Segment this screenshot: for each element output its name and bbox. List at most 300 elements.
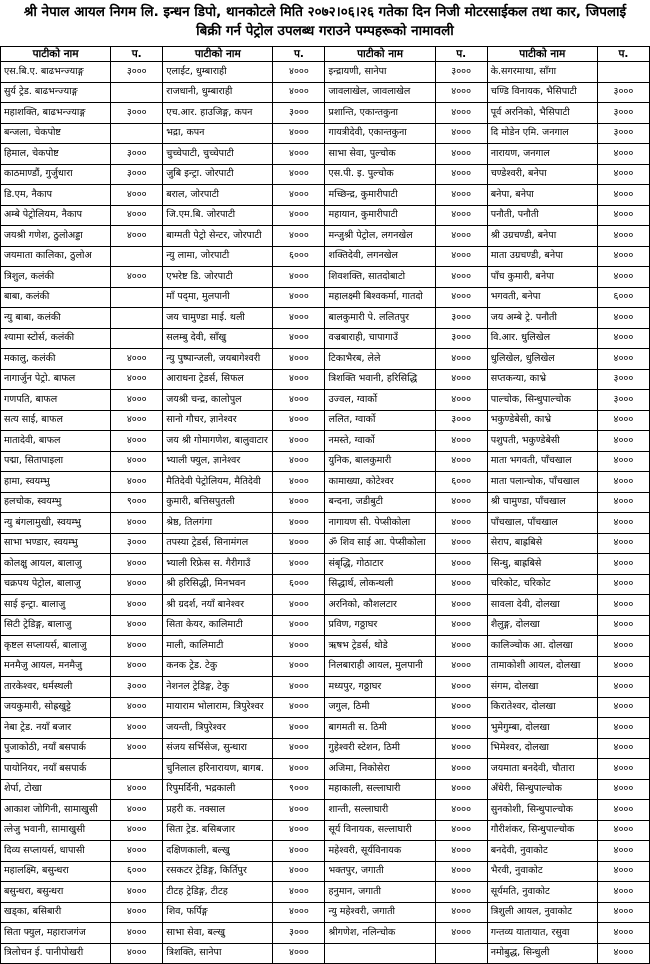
pump-name-cell: महायान, कुमारीपाटी [325, 205, 435, 226]
pump-name-cell: नमोबुद्ध, सिन्धुली [487, 943, 597, 964]
pump-name-cell: किरातेश्वर, दोलखा [487, 697, 597, 718]
quantity-cell: ४००० [273, 533, 325, 554]
quantity-cell: ४००० [435, 123, 487, 144]
quantity-cell: ४००० [435, 164, 487, 185]
quantity-cell: ४००० [597, 759, 649, 780]
quantity-cell: ४००० [111, 882, 163, 903]
quantity-cell: ४००० [273, 738, 325, 759]
quantity-cell: ४००० [435, 82, 487, 103]
quantity-cell: ४००० [597, 513, 649, 534]
pump-name-cell: प्रविण, गठ्ठाघर [325, 615, 435, 636]
document-title [0, 0, 650, 44]
pump-name-cell: बाबा, कलंकी [1, 287, 111, 308]
pump-name-cell: न्यु पुष्पान्जली, जयबागेश्वरी [163, 349, 273, 370]
quantity-cell: ४००० [111, 636, 163, 657]
quantity-cell: ४००० [435, 595, 487, 616]
table-row [1, 431, 650, 452]
pump-name-cell: मकालु, कलंकी [1, 349, 111, 370]
quantity-cell [111, 123, 163, 144]
pump-name-cell: तारकेश्वर, धर्मस्थली [1, 677, 111, 698]
pump-name-cell: राजधानी, धुम्बाराही [163, 82, 273, 103]
pump-name-cell: श्री हरिसिद्धी, मिनभवन [163, 574, 273, 595]
quantity-cell: ४००० [597, 697, 649, 718]
quantity-cell: ४००० [111, 820, 163, 841]
quantity-cell: ४००० [435, 451, 487, 472]
pump-name-cell: एलाईट, धुम्बाराही [163, 62, 273, 83]
pump-name-cell: पाँच कुमारी, बनेपा [487, 267, 597, 288]
quantity-cell: ४००० [597, 738, 649, 759]
pump-name-cell: मन्जुश्री पेट्रोल, लगनखेल [325, 226, 435, 247]
pump-name-cell: बाग्मती पेट्रो सेन्टर, जोरपाटी [163, 226, 273, 247]
pump-name-cell: एभरेष्ट डि. जोरपाटी [163, 267, 273, 288]
quantity-cell: ४००० [111, 226, 163, 247]
quantity-cell: ३००० [111, 677, 163, 698]
pump-name-cell: सावला देवी, दोलखा [487, 595, 597, 616]
table-row [1, 677, 650, 698]
pump-name-cell: माली, कालिमाटी [163, 636, 273, 657]
pump-name-cell: सानो गौचर, ज्ञानेश्वर [163, 410, 273, 431]
quantity-cell: ३००० [435, 62, 487, 83]
quantity-cell: ४००० [273, 164, 325, 185]
pump-name-cell: जय श्री गोमागणेश, बालुवाटार [163, 431, 273, 452]
quantity-cell: ४००० [435, 226, 487, 247]
quantity-cell: ४००० [273, 349, 325, 370]
pump-name-cell: भिमेश्वर, दोलखा [487, 738, 597, 759]
pump-name-cell [325, 943, 435, 964]
pump-name-cell: पुजाकोठी, नयाँ बसपार्क [1, 738, 111, 759]
table-row [1, 410, 650, 431]
pump-name-cell: निलबाराही आयल, मुलपानी [325, 656, 435, 677]
quantity-cell: ४००० [597, 636, 649, 657]
pump-name-cell: दिव्य सप्लायर्स, धापासी [1, 841, 111, 862]
table-row [1, 82, 650, 103]
quantity-cell: ३००० [111, 62, 163, 83]
table-row [1, 533, 650, 554]
quantity-cell [111, 287, 163, 308]
pump-name-cell: श्री चामुण्डा, पाँचखाल [487, 492, 597, 513]
quantity-cell: ४००० [435, 841, 487, 862]
pump-name-cell: चुनिलाल हरिनारायण, बागब. [163, 759, 273, 780]
quantity-cell: ४००० [597, 902, 649, 923]
quantity-cell: ४००० [273, 369, 325, 390]
quantity-cell: ४००० [597, 779, 649, 800]
pump-name-cell: आराधना ट्रेडर्स, सिफल [163, 369, 273, 390]
pump-name-cell: बराल, जोरपाटी [163, 185, 273, 206]
pump-name-cell: मच्छिन्द्र, कुमारीपाटी [325, 185, 435, 206]
header-quantity: प. [111, 47, 163, 62]
pump-name-cell: जगुल, ठिमी [325, 697, 435, 718]
quantity-cell: ४००० [597, 595, 649, 616]
pump-name-cell: साभा भण्डार, स्वयम्भु [1, 533, 111, 554]
title-line-1: श्री नेपाल आयल निगम लि. इन्धन डिपो, थानकोटले मिति २०७२।०६।२६ गतेका दिन निजी मोटरसाईकल तथा कार, जिपलाई [23, 4, 627, 20]
pump-name-cell: साई इन्ट्रा. बालाजु [1, 595, 111, 616]
table-row [1, 923, 650, 944]
quantity-cell: ४००० [597, 226, 649, 247]
pump-name-cell: नेबा ट्रेड. नयाँ बजार [1, 718, 111, 739]
pump-name-cell: प्रशान्ति, एकान्तकुना [325, 103, 435, 124]
quantity-cell: ४००० [597, 308, 649, 329]
quantity-cell: ४००० [597, 820, 649, 841]
quantity-cell: ४००० [273, 943, 325, 964]
pump-name-cell: बागमती स. ठिमी [325, 718, 435, 739]
quantity-cell: ४००० [597, 656, 649, 677]
quantity-cell: ४००० [597, 451, 649, 472]
quantity-cell: ४००० [111, 513, 163, 534]
quantity-cell: ४००० [597, 267, 649, 288]
quantity-cell: ४००० [273, 697, 325, 718]
pump-name-cell: अजिमा, निकोसेरा [325, 759, 435, 780]
quantity-cell: ४००० [111, 410, 163, 431]
pump-name-cell: हनुमान, जगाती [325, 882, 435, 903]
quantity-cell: ४००० [597, 410, 649, 431]
table-row [1, 62, 650, 83]
pump-name-cell: वि.आर. धुलिखेल [487, 328, 597, 349]
table-row [1, 615, 650, 636]
quantity-cell: ४००० [597, 205, 649, 226]
quantity-cell [435, 943, 487, 964]
quantity-cell: ४००० [435, 185, 487, 206]
quantity-cell: ४००० [435, 267, 487, 288]
quantity-cell: ४००० [111, 923, 163, 944]
quantity-cell: ३००० [435, 410, 487, 431]
header-party-name: पाटीको नाम [1, 47, 111, 62]
header-quantity: प. [273, 47, 325, 62]
pump-name-cell: जय अम्बे ट्रे. पनौती [487, 308, 597, 329]
pump-name-cell: सेराप, बाह्रबिसे [487, 533, 597, 554]
pump-name-cell: जि.एम.बि. जोरपाटी [163, 205, 273, 226]
header-quantity: प. [435, 47, 487, 62]
pump-name-cell: कालिञ्चोक आ. दोलखा [487, 636, 597, 657]
quantity-cell: ४००० [597, 472, 649, 493]
quantity-cell: ४००० [273, 123, 325, 144]
table-row [1, 759, 650, 780]
quantity-cell: ४००० [435, 882, 487, 903]
quantity-cell: ३००० [597, 82, 649, 103]
quantity-cell: ४००० [273, 513, 325, 534]
quantity-cell: ४००० [435, 103, 487, 124]
quantity-cell: ४००० [435, 738, 487, 759]
table-row [1, 943, 650, 964]
pump-name-cell: शिवशक्ति, सातदोबाटो [325, 267, 435, 288]
table-row [1, 287, 650, 308]
table-row [1, 841, 650, 862]
pump-name-cell: गुहेश्वरी स्टेशन, ठिमी [325, 738, 435, 759]
pump-name-cell: एस.पी. इ. पुल्चोक [325, 164, 435, 185]
quantity-cell [111, 759, 163, 780]
pump-name-cell: बनदेवी, नुवाकोट [487, 841, 597, 862]
quantity-cell: ६००० [435, 472, 487, 493]
quantity-cell: ४००० [597, 882, 649, 903]
pump-name-cell: न्यु बाबा, कलंकी [1, 308, 111, 329]
pump-name-cell: दि मोडेन एमि. जनगाल [487, 123, 597, 144]
pump-name-cell: अँधेरी, सिन्धुपाल्चोक [487, 779, 597, 800]
table-row [1, 226, 650, 247]
quantity-cell: ३००० [273, 923, 325, 944]
quantity-cell: ४००० [435, 718, 487, 739]
quantity-cell: ४००० [111, 574, 163, 595]
table-row [1, 738, 650, 759]
quantity-cell: ४००० [597, 615, 649, 636]
quantity-cell: ४००० [111, 390, 163, 411]
quantity-cell: ४००० [597, 800, 649, 821]
quantity-cell [111, 328, 163, 349]
quantity-cell: ४००० [435, 697, 487, 718]
pump-name-cell: त्रिशुल, कलंकी [1, 267, 111, 288]
quantity-cell: ४००० [111, 697, 163, 718]
quantity-cell: ४००० [435, 390, 487, 411]
quantity-cell: ६००० [273, 246, 325, 267]
pump-name-cell: महालक्ष्मि, बसुन्धरा [1, 861, 111, 882]
quantity-cell: ४००० [435, 492, 487, 513]
quantity-cell: ४००० [111, 718, 163, 739]
pump-name-cell: पशुपती, भकुण्डेबेसी [487, 431, 597, 452]
pump-name-cell: चरिकोट, चरिकोट [487, 574, 597, 595]
table-row [1, 718, 650, 739]
quantity-cell: ३००० [273, 103, 325, 124]
pump-name-cell: कनक ट्रेड. टेकु [163, 656, 273, 677]
pump-name-cell: मायाराम भोलाराम, त्रिपुरेश्वर [163, 697, 273, 718]
table-row [1, 103, 650, 124]
table-row [1, 369, 650, 390]
table-row [1, 882, 650, 903]
pump-name-cell: महालक्ष्मी बिश्वकर्मा, गातदो [325, 287, 435, 308]
quantity-cell: ४००० [435, 759, 487, 780]
quantity-cell: ४००० [435, 615, 487, 636]
quantity-cell: ४००० [435, 513, 487, 534]
table-row [1, 205, 650, 226]
quantity-cell: ४००० [273, 205, 325, 226]
pump-name-cell: सिन्धु, बाह्रबिसे [487, 554, 597, 575]
quantity-cell: ४००० [435, 349, 487, 370]
table-row [1, 492, 650, 513]
pump-name-cell: चण्डि विनायक, भैसिपाटी [487, 82, 597, 103]
pump-name-cell: भक्तपुर, जगाती [325, 861, 435, 882]
pump-name-cell: रसकटर ट्रेडिङ्ग, किर्तिपुर [163, 861, 273, 882]
pump-name-cell: शेर्पा, टोखा [1, 779, 111, 800]
pump-name-cell: गन्तव्य यातायात, रसुवा [487, 923, 597, 944]
quantity-cell: ४००० [273, 636, 325, 657]
pump-name-cell: सिता फ्युल, महाराजगंज [1, 923, 111, 944]
quantity-cell: ४००० [597, 533, 649, 554]
quantity-cell: ४००० [435, 820, 487, 841]
pump-list-table [0, 46, 650, 964]
table-row [1, 554, 650, 575]
quantity-cell: ३००० [111, 144, 163, 165]
quantity-cell: ४००० [273, 800, 325, 821]
pump-name-cell: जयकुमारी, सोह्रखुट्टे [1, 697, 111, 718]
quantity-cell: ४००० [273, 656, 325, 677]
pump-name-cell: काठमाण्डौं, गुर्जुधारा [1, 164, 111, 185]
quantity-cell: ४००० [111, 205, 163, 226]
quantity-cell: ४००० [111, 185, 163, 206]
quantity-cell: ४००० [435, 923, 487, 944]
pump-name-cell: पद्मा, सितापाइला [1, 451, 111, 472]
pump-name-cell: बसुन्धरा, बसुन्धरा [1, 882, 111, 903]
pump-name-cell: वज्रबाराही, चापागाउँ [325, 328, 435, 349]
pump-name-cell: गणपति, बाफल [1, 390, 111, 411]
pump-name-cell: नमस्ते, ग्वार्को [325, 431, 435, 452]
quantity-cell: ४००० [273, 841, 325, 862]
pump-name-cell: उज्वल, ग्वार्को [325, 390, 435, 411]
pump-name-cell: नारायण, जनगाल [487, 144, 597, 165]
pump-name-cell: जयश्री चन्द्र, कालोपुल [163, 390, 273, 411]
pump-name-cell: त्लेजु भवानी, सामाखुसी [1, 820, 111, 841]
quantity-cell: ४००० [273, 451, 325, 472]
pump-name-cell: सिटी ट्रेडिङ्ग, बालाजु [1, 615, 111, 636]
pump-name-cell: युनिक, बालकुमारी [325, 451, 435, 472]
quantity-cell: ४००० [597, 431, 649, 452]
table-row [1, 902, 650, 923]
table-row [1, 328, 650, 349]
quantity-cell: ४००० [435, 636, 487, 657]
pump-name-cell: नेशनल ट्रेडिङ्ग, टेकु [163, 677, 273, 698]
quantity-cell: ४००० [273, 144, 325, 165]
pump-name-cell: न्यु बंगलामुखी, स्वयम्भु [1, 513, 111, 534]
quantity-cell [111, 308, 163, 329]
quantity-cell: ४००० [435, 861, 487, 882]
table-row [1, 820, 650, 841]
pump-name-cell: भकुण्डेबेसी, काभ्रे [487, 410, 597, 431]
pump-name-cell: त्रिशक्ति भवानी, हरिसिद्धि [325, 369, 435, 390]
pump-name-cell: पायोनियर, नयाँ बसपार्क [1, 759, 111, 780]
quantity-cell: ३००० [435, 328, 487, 349]
quantity-cell: ३००० [597, 390, 649, 411]
pump-name-cell: जयमाता बनदेवी, चौतारा [487, 759, 597, 780]
table-row [1, 308, 650, 329]
pump-name-cell: तामाकोशी आयल, दोलखा [487, 656, 597, 677]
pump-name-cell: सुर्य ट्रेड. बाढभन्ज्याङ्ग [1, 82, 111, 103]
quantity-cell: ४००० [111, 738, 163, 759]
pump-name-cell: शान्ती, सल्लाघारी [325, 800, 435, 821]
pump-name-cell: अरनिको, कौशलटार [325, 595, 435, 616]
table-row [1, 595, 650, 616]
quantity-cell: ४००० [597, 718, 649, 739]
quantity-cell: ४००० [111, 656, 163, 677]
quantity-cell: ४००० [111, 779, 163, 800]
pump-name-cell: मनमैजु आयल, मनमैजु [1, 656, 111, 677]
pump-name-cell: गौरीशंकर, सिन्धुपाल्चोक [487, 820, 597, 841]
quantity-cell: ४००० [111, 451, 163, 472]
quantity-cell: ४००० [435, 287, 487, 308]
table-row [1, 656, 650, 677]
quantity-cell: ४००० [273, 615, 325, 636]
pump-name-cell: तपस्या ट्रेडर्स, सिनामंगल [163, 533, 273, 554]
quantity-cell: ४००० [273, 472, 325, 493]
pump-name-cell: दक्षिणकाली, बल्खु [163, 841, 273, 862]
pump-name-cell: श्यामा स्टोर्स, कलंकी [1, 328, 111, 349]
table-row [1, 472, 650, 493]
pump-name-cell: चक्रपथ पेट्रोल, बालाजु [1, 574, 111, 595]
pump-name-cell: श्रीगणेश, नलिन्चोक [325, 923, 435, 944]
pump-name-cell: भ्याली रिफ्रेस स. गैरीगाउँ [163, 554, 273, 575]
table-row [1, 800, 650, 821]
pump-name-cell: रिपुमर्दिनी, भद्रकाली [163, 779, 273, 800]
quantity-cell: ६००० [273, 574, 325, 595]
table-row [1, 861, 650, 882]
pump-name-cell: जयमाता कालिका, ठुलोअ [1, 246, 111, 267]
pump-name-cell: सूर्यमति, नुवाकोट [487, 882, 597, 903]
pump-name-cell: अम्बे पेट्रोलियम, नैकाप [1, 205, 111, 226]
pump-name-cell: कोलक्षु आयल, बालाजु [1, 554, 111, 575]
pump-name-cell: सिता केयर, कालिमाटी [163, 615, 273, 636]
pump-name-cell: टीटह ट्रेडिङ्ग, टीटह [163, 882, 273, 903]
pump-name-cell: बनेपा, बनेपा [487, 185, 597, 206]
quantity-cell: ४००० [597, 943, 649, 964]
pump-name-cell: सप्तकन्या, काभ्रे [487, 369, 597, 390]
quantity-cell [111, 82, 163, 103]
quantity-cell: ४००० [111, 472, 163, 493]
quantity-cell: ४००० [597, 841, 649, 862]
pump-name-cell: श्रेष्ठ, तिलगंगा [163, 513, 273, 534]
pump-name-cell: शिव, फर्पिङ्ग [163, 902, 273, 923]
pump-name-cell: माँ पद्‍मा, मुलपानी [163, 287, 273, 308]
pump-name-cell: त्रिलोचन ई. पानीपोखरी [1, 943, 111, 964]
pump-name-cell: चण्डेश्वरी, बनेपा [487, 164, 597, 185]
quantity-cell: ६००० [597, 287, 649, 308]
quantity-cell: ४००० [435, 779, 487, 800]
quantity-cell: ३००० [435, 308, 487, 329]
quantity-cell: ४००० [597, 677, 649, 698]
quantity-cell: ४००० [435, 554, 487, 575]
table-row [1, 246, 650, 267]
quantity-cell: ४००० [273, 820, 325, 841]
pump-name-cell: ऋषभ ट्रेडर्स, थोडे [325, 636, 435, 657]
quantity-cell: ९००० [273, 779, 325, 800]
pump-name-cell: साभा सेवा, बल्खु [163, 923, 273, 944]
quantity-cell: ४००० [435, 431, 487, 452]
quantity-cell: ४००० [273, 328, 325, 349]
quantity-cell: ४००० [111, 431, 163, 452]
pump-name-cell: पूर्व अरनिको, भैसिपाटी [487, 103, 597, 124]
table-row [1, 123, 650, 144]
quantity-cell: ४००० [597, 185, 649, 206]
pump-name-cell: इन्द्रायणी, सानेपा [325, 62, 435, 83]
pump-name-cell: भुमेगुम्बा, दोलखा [487, 718, 597, 739]
table-row [1, 574, 650, 595]
pump-name-cell: जावलाखेल, जावलाखेल [325, 82, 435, 103]
pump-name-cell: जयश्री गणेश, ठुलोअड्डा [1, 226, 111, 247]
quantity-cell: ४००० [273, 759, 325, 780]
quantity-cell: ४००० [273, 595, 325, 616]
quantity-cell: ४००० [273, 718, 325, 739]
table-row [1, 697, 650, 718]
header-party-name: पाटीको नाम [325, 47, 435, 62]
pump-name-cell: मध्यपुर, गठ्ठाघर [325, 677, 435, 698]
quantity-cell: ४००० [111, 800, 163, 821]
pump-name-cell: हिमाल, चेकपोष्ट [1, 144, 111, 165]
pump-name-cell: महाकाली, सल्लाघारी [325, 779, 435, 800]
quantity-cell: ४००० [597, 923, 649, 944]
quantity-cell: ४००० [111, 267, 163, 288]
quantity-cell: ४००० [435, 800, 487, 821]
pump-name-cell: भगवती, बनेपा [487, 287, 597, 308]
pump-name-cell: बन्जला, चेकपोष्ट [1, 123, 111, 144]
pump-name-cell: गायत्रीदेवी, एकान्तकुना [325, 123, 435, 144]
quantity-cell: ४००० [435, 205, 487, 226]
quantity-cell: ४००० [273, 492, 325, 513]
pump-name-cell: डि.एम, नैकाप [1, 185, 111, 206]
pump-name-cell: कामाख्या, कोटेश्वर [325, 472, 435, 493]
quantity-cell: ४००० [597, 554, 649, 575]
quantity-cell: ४००० [597, 861, 649, 882]
table-row [1, 185, 650, 206]
pump-name-cell: कुमारी, बत्तिसपुतली [163, 492, 273, 513]
pump-name-cell: के.सगरमाथा, साँगा [487, 62, 597, 83]
header-party-name: पाटीको नाम [487, 47, 597, 62]
pump-name-cell: न्यु लामा, जोरपाटी [163, 246, 273, 267]
table-row [1, 144, 650, 165]
pump-name-cell: महाशक्ति, बाढभन्ज्याङ्ग [1, 103, 111, 124]
